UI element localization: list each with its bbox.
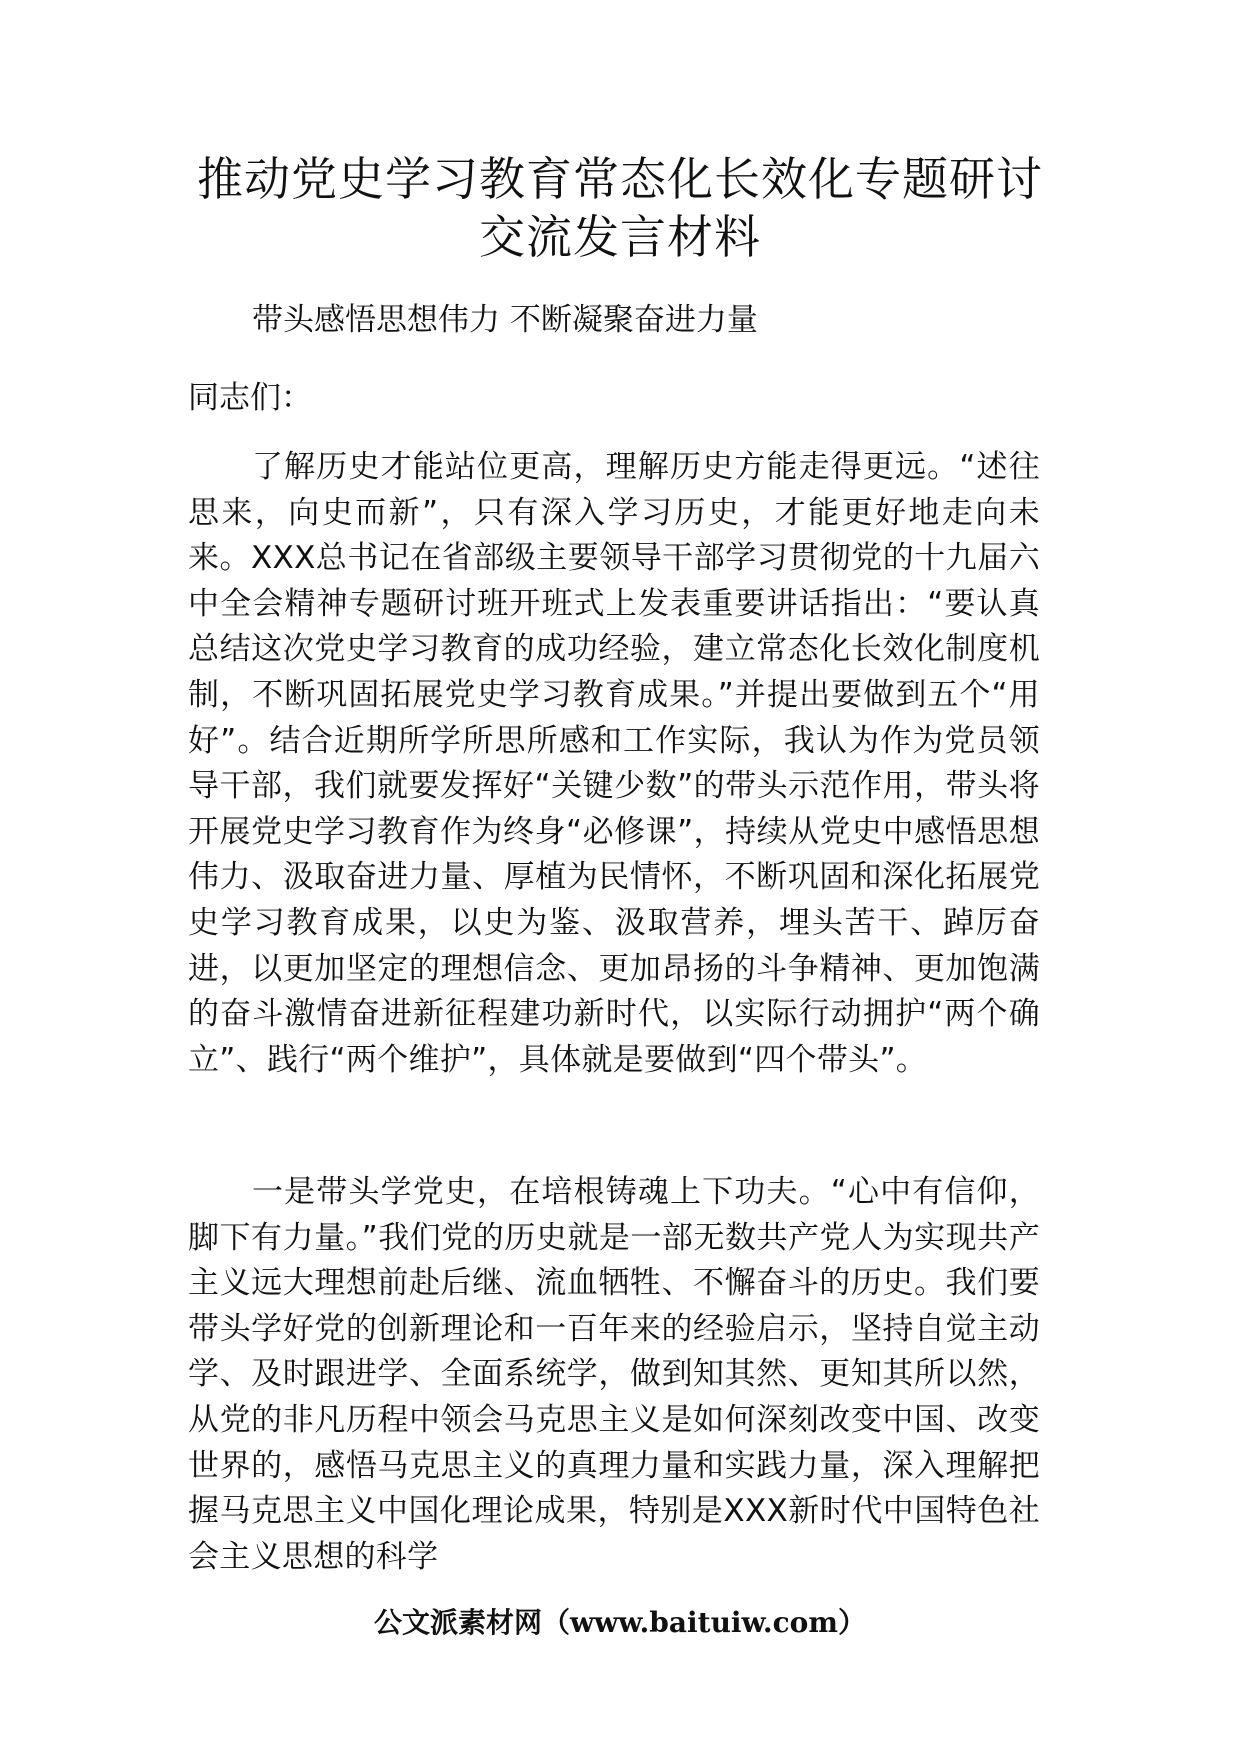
body-paragraph-2: 一是带头学党史，在培根铸魂上下功夫。“心中有信仰，脚下有力量。”我们党的历史就是一部无数共产党人为实现共产主义远大理想前赴后继、流血牺牲、不懈奋斗的历史。我们要带头学好党的创新理论和一百年来的经验启示，坚持自觉主动学、及时跟进学、全面系统学，做到知其然、更知其所以然，从党的非凡历程中领会马克思主义是如何深刻改变中国、改变世界的，感悟马克思主义的真理力量和实践力量，深入理解把握马克思主义中国化理论成果，特别是XXX新时代中国特色社会主义思想的科学: [188, 1174, 1040, 1575]
document-title: 推动党史学习教育常态化长效化专题研讨交流发言材料: [197, 152, 1043, 264]
footer-watermark: 公文派素材网（www.baituiw.com）: [374, 1606, 866, 1639]
salutation: 同志们：: [188, 380, 312, 416]
document-subtitle: 带头感悟思想伟力 不断凝聚奋进力量: [252, 302, 758, 338]
body-paragraph-1: 了解历史才能站位更高，理解历史方能走得更远。“述往思来，向史而新”，只有深入学习历史，才能更好地走向未来。XXX总书记在省部级主要领导干部学习贯彻党的十九届六中全会精神专题研讨班开班式上发表重要讲话指出：“要认真总结这次党史学习教育的成功经验，建立常态化长效化制度机制，不断巩固拓展党史学习教育成果。”并提出要做到五个“用好”。结合近期所学所思所感和工作实际，我认为作为党员领导干部，我们就要发挥好“关键少数”的带头示范作用，带头将开展党史学习教育作为终身“必修课”，持续从党史中感悟思想伟力、汲取奋进力量、厚植为民情怀，不断巩固和深化拓展党史学习教育成果，以史为鉴、汲取营养，埋头苦干、踔厉奋进，以更加坚定的理想信念、更加昂扬的斗争精神、更加饱满的奋斗激情奋进新征程建功新时代，以实际行动拥护“两个确立”、践行“两个维护”，具体就是要做到“四个带头”。: [188, 449, 1040, 1078]
